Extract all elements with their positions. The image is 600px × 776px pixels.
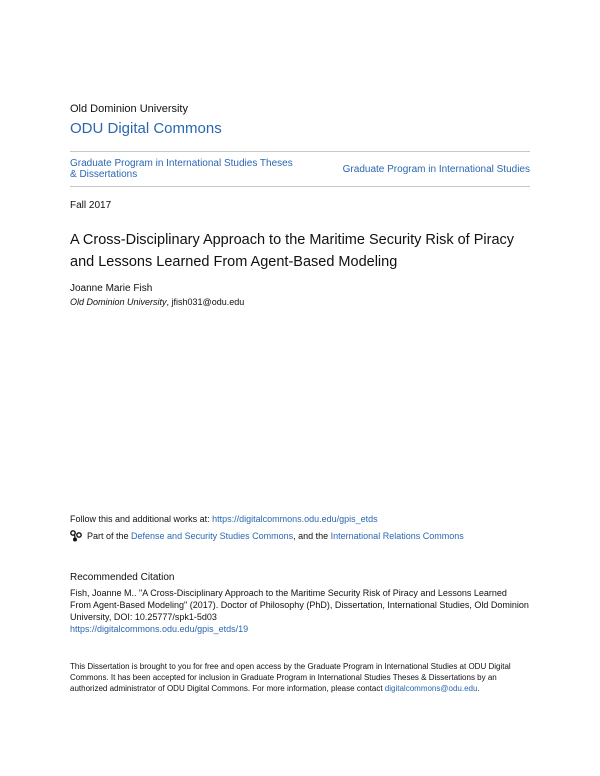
part-of-prefix: Part of the (87, 531, 132, 541)
divider-top (70, 151, 530, 152)
institution-name: Old Dominion University (70, 103, 188, 115)
citation-url-link[interactable]: https://digitalcommons.odu.edu/gpis_etds/19 (70, 624, 249, 634)
affiliation-name: Old Dominion University (70, 297, 167, 307)
footer-end: . (477, 684, 480, 693)
international-relations-commons-link[interactable]: International Relations Commons (330, 531, 464, 541)
follow-line (70, 514, 378, 524)
divider-bottom (70, 186, 530, 187)
document-title: A Cross-Disciplinary Approach to the Maritime Security Risk of Piracy and Lessons Learned From Agent-Based Modeling (70, 232, 515, 270)
contact-email-link[interactable]: digitalcommons@odu.edu (384, 684, 478, 693)
commons-network-icon (70, 530, 82, 542)
author-name: Joanne Marie Fish (70, 283, 153, 294)
collection-link-theses[interactable]: Graduate Program in International Studies Theses & Dissertations (70, 158, 293, 180)
footer-text: This Dissertation is brought to you for free and open access by the Graduate Program in International Studies at ODU Digital Commons. It has been accepted for inclusion in Graduate Program in International Studies Theses & Dissertations by an authorized administrator of ODU Digital Commons. For more information, please contact (70, 662, 511, 693)
publication-date: Fall 2017 (70, 200, 112, 211)
footer-notice (70, 661, 532, 694)
follow-url-link[interactable]: https://digitalcommons.odu.edu/gpis_etds (212, 514, 378, 524)
citation-block (70, 587, 530, 635)
repository-link[interactable]: ODU Digital Commons (70, 120, 222, 137)
part-of-middle: , and the (293, 531, 331, 541)
author-affiliation (70, 297, 244, 307)
part-of-line (70, 530, 464, 542)
collection-link-program[interactable]: Graduate Program in International Studies (342, 164, 530, 175)
author-email: , jfish031@odu.edu (166, 297, 245, 307)
defense-security-commons-link[interactable]: Defense and Security Studies Commons (131, 531, 294, 541)
citation-text: Fish, Joanne M.. "A Cross-Disciplinary Approach to the Maritime Security Risk of Piracy and Lessons Learned From Agent-Based Modeling" (2017). Doctor of Philosophy (PhD), Dissertation, International Studies, Old Dominion University, DOI: 10.25777/spk1-5d03 (70, 588, 529, 622)
citation-heading: Recommended Citation (70, 572, 175, 583)
follow-label: Follow this and additional works at: (70, 514, 213, 524)
